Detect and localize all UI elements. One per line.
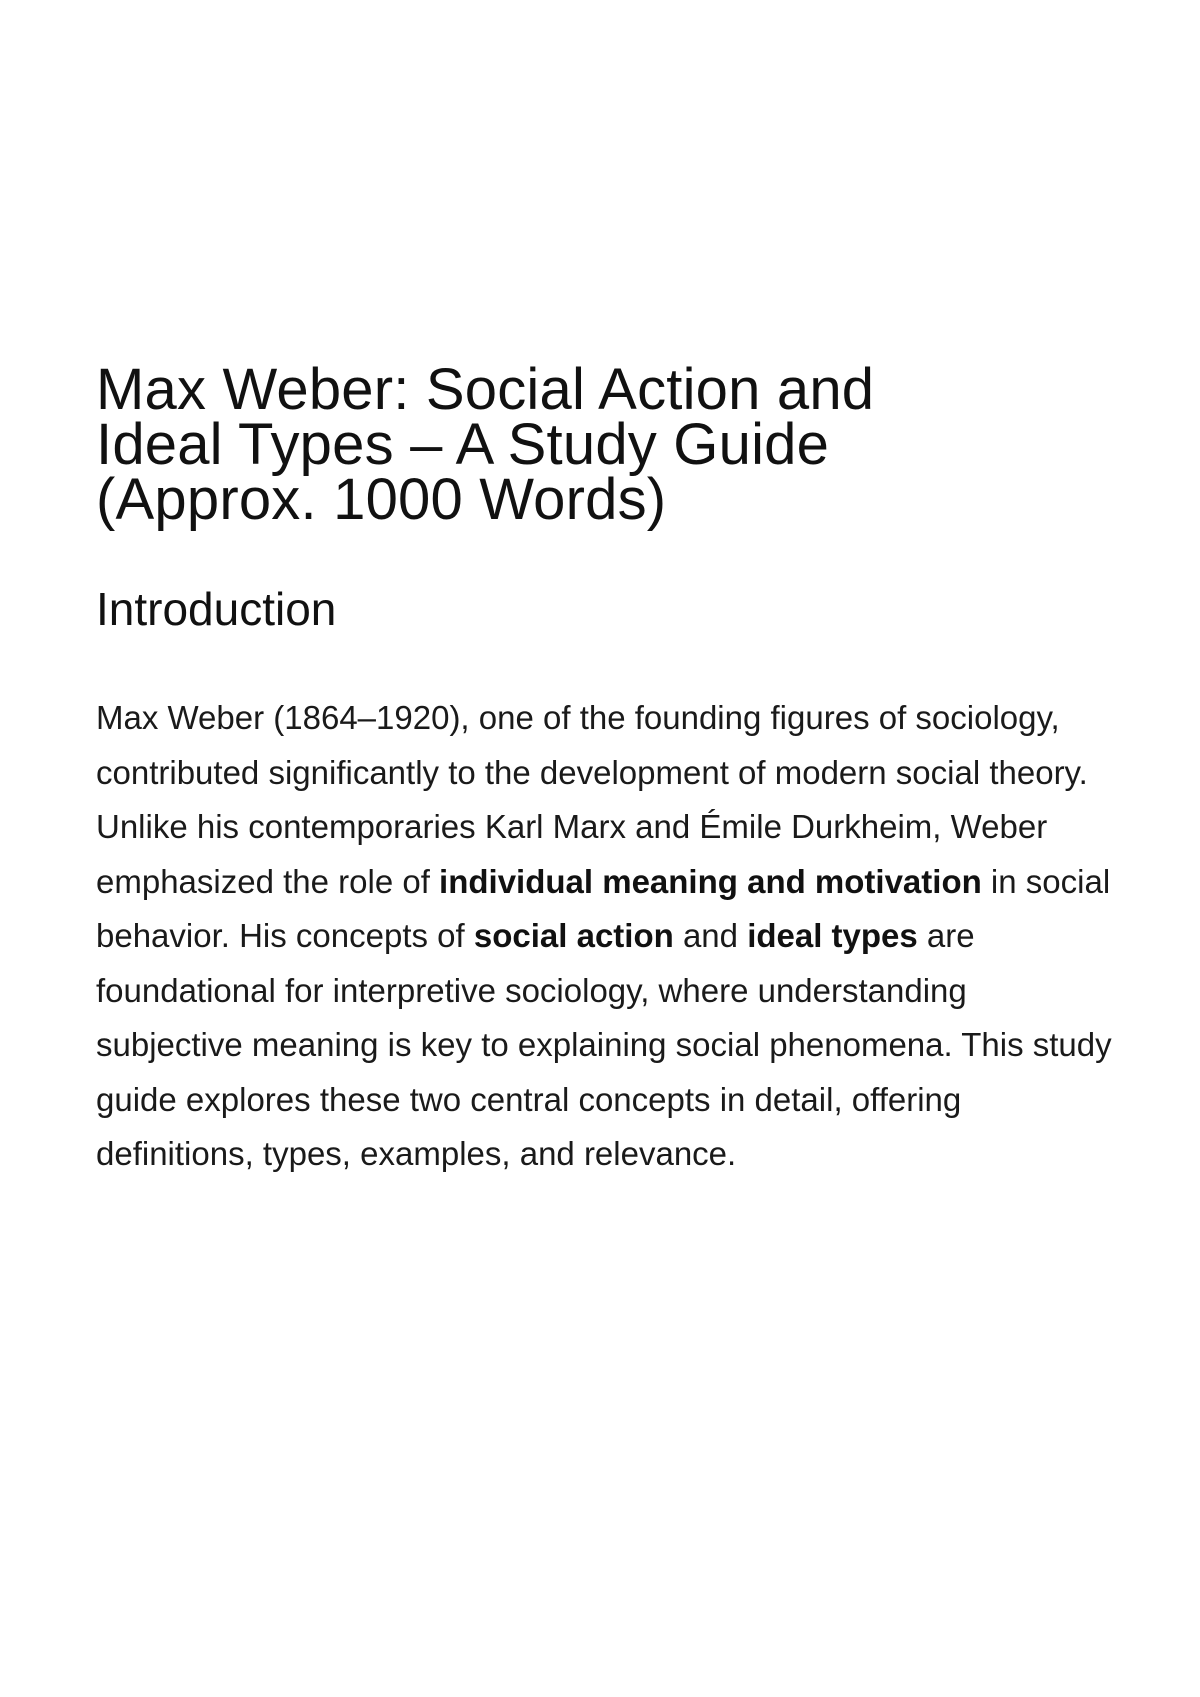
paragraph-text-2: in social behavior. His concepts of	[96, 862, 1111, 954]
title-line-2: Ideal Types – A Study Guide	[96, 412, 830, 477]
title-line-3: (Approx. 1000 Words)	[96, 467, 667, 532]
document-title	[96, 357, 1116, 532]
paragraph-text-3: and	[673, 917, 748, 954]
document-content	[96, 357, 1116, 1182]
title-line-1: Max Weber: Social Action and	[96, 357, 875, 422]
section-heading-introduction: Introduction	[96, 583, 337, 635]
introduction-paragraph	[96, 691, 1116, 1182]
emphasis-ideal-types: ideal types	[747, 917, 918, 954]
paragraph-text-4: are foundational for interpretive sociology, where understanding subjective meaning is key to explaining social phenomena. This study guide explores these two central concepts in detail, offering definitions, types, examples, and relevance.	[96, 917, 1112, 1172]
paragraph-text-1: Max Weber (1864–1920), one of the founding figures of sociology, contributed significantly to the development of modern social theory. Unlike his contemporaries Karl Marx and Émile Durkheim, Weber emphasized the role of	[96, 699, 1088, 900]
emphasis-social-action: social action	[473, 917, 674, 954]
emphasis-individual-meaning: individual meaning and motivation	[439, 862, 982, 900]
